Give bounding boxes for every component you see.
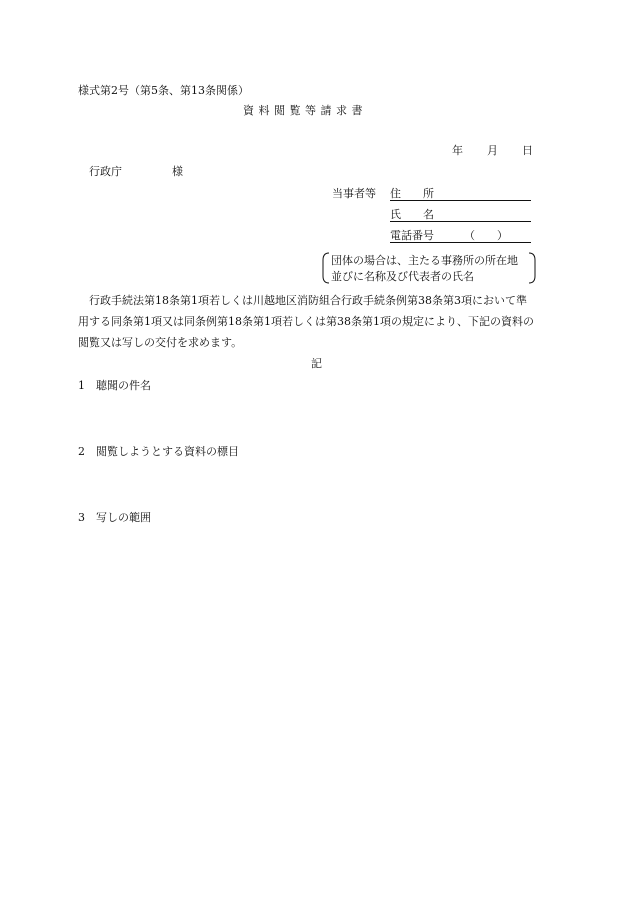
- date-month-label: 月: [487, 144, 498, 157]
- name-label: 氏 名: [390, 208, 434, 221]
- ki-label: 記: [311, 357, 322, 370]
- address-label: 住 所: [390, 187, 434, 200]
- org-note-line1: 団体の場合は、主たる事務所の所在地: [331, 254, 518, 267]
- item-2-number: 2: [78, 445, 85, 458]
- body-line-1: 行政手続法第18条第1項若しくは川越地区消防組合行政手続条例第38条第3項において準: [89, 294, 527, 307]
- phone-underline: [390, 242, 531, 243]
- date-day-label: 日: [522, 144, 533, 157]
- addressee-office: 行政庁: [89, 165, 122, 178]
- name-underline: [390, 221, 531, 222]
- item-1-number: 1: [78, 379, 85, 392]
- document-title: 資 料 閲 覧 等 請 求 書: [243, 104, 363, 117]
- item-3-number: 3: [78, 511, 85, 524]
- date-year-label: 年: [452, 144, 463, 157]
- org-note-line2: 並びに名称及び代表者の氏名: [331, 270, 474, 283]
- address-underline: [390, 200, 531, 201]
- body-line-3: 閲覧又は写しの交付を求めます。: [78, 336, 243, 349]
- body-line-2: 用する同条第1項又は同条例第18条第1項若しくは第38条第1項の規定により、下記の資料の: [78, 315, 534, 328]
- item-1-label: 聴聞の件名: [96, 379, 151, 392]
- phone-parens: （ ）: [464, 229, 508, 242]
- party-label: 当事者等: [332, 187, 376, 200]
- item-2-label: 閲覧しようとする資料の標目: [96, 445, 239, 458]
- org-note-right-bracket: [528, 252, 536, 284]
- form-label: 様式第2号（第5条、第13条関係）: [78, 84, 249, 97]
- item-3-label: 写しの範囲: [96, 511, 151, 524]
- addressee-honorific: 様: [172, 165, 183, 178]
- phone-label: 電話番号: [390, 229, 434, 242]
- org-note-left-bracket: [322, 252, 330, 284]
